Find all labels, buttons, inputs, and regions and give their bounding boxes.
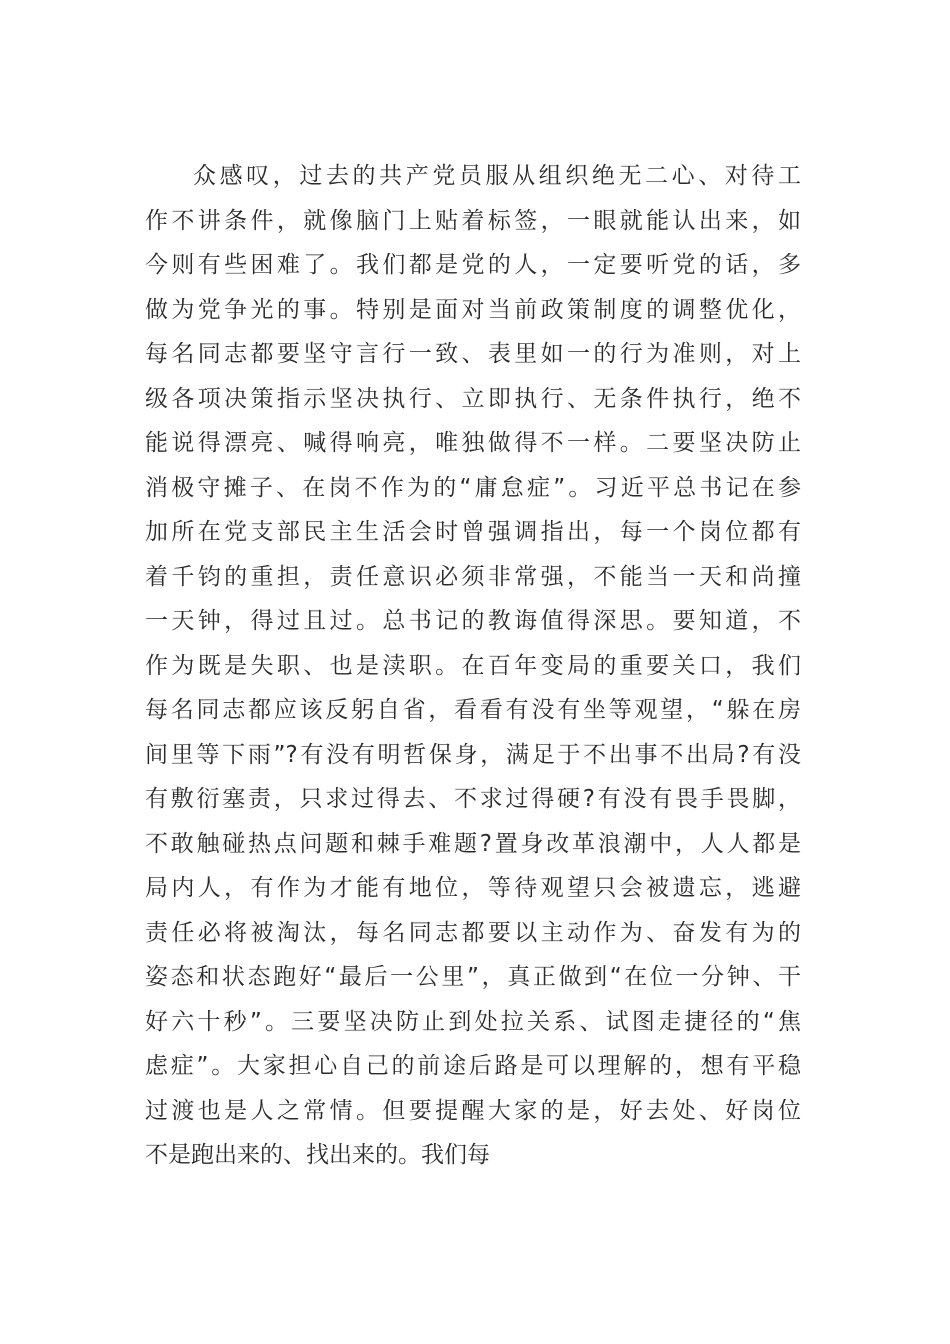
text-line: 级各项决策指示坚决执行、立即执行、无条件执行，绝不 [145, 385, 801, 412]
text-line: 每名同志都要坚守言行一致、表里如一的行为准则，对上 [145, 341, 801, 367]
text-line: 姿态和状态跑好“最后一公里”，真正做到“在位一分钟、干 [145, 964, 801, 990]
text-line: 作不讲条件，就像脑门上贴着标签，一眼就能认出来，如 [145, 207, 801, 234]
text-line: 作为既是失职、也是渎职。在百年变局的重要关口，我们 [145, 652, 801, 679]
text-line: 局内人，有作为才能有地位，等待观望只会被遗忘，逃避 [145, 875, 801, 901]
text-line: 消极守摊子、在岗不作为的“庸怠症”。习近平总书记在参 [145, 474, 801, 501]
text-line: 做为党争光的事。特别是面对当前政策制度的调整优化， [145, 296, 801, 323]
text-line: 一天钟，得过且过。总书记的教诲值得深思。要知道，不 [145, 608, 801, 634]
text-line: 能说得漂亮、喊得响亮，唯独做得不一样。二要坚决防止 [145, 430, 801, 456]
text-line: 着千钧的重担，责任意识必须非常强，不能当一天和尚撞 [145, 563, 801, 590]
text-line: 不是跑出来的、找出来的。我们每 [145, 1142, 490, 1168]
text-line: 众感叹，过去的共产党员服从组织绝无二心、对待工 [193, 163, 801, 189]
text-line: 不敢触碰热点问题和棘手难题?置身改革浪潮中，人人都是 [145, 830, 801, 857]
document-body [145, 154, 801, 1178]
text-line: 今则有些困难了。我们都是党的人，一定要听党的话，多 [145, 252, 801, 278]
text-line: 每名同志都应该反躬自省，看看有没有坐等观望，“躲在房 [145, 697, 801, 723]
text-line: 虑症”。大家担心自己的前途后路是可以理解的，想有平稳 [145, 1053, 801, 1079]
text-line: 责任必将被淘汰，每名同志都要以主动作为、奋发有为的 [145, 919, 801, 946]
text-line: 好六十秒”。三要坚决防止到处拉关系、试图走捷径的“焦 [145, 1008, 801, 1035]
text-line: 加所在党支部民主生活会时曾强调指出，每一个岗位都有 [145, 519, 801, 545]
text-line: 有敷衍塞责，只求过得去、不求过得硬?有没有畏手畏脚， [145, 786, 801, 812]
text-line: 间里等下雨”?有没有明哲保身，满足于不出事不出局?有没 [145, 741, 801, 768]
text-line: 过渡也是人之常情。但要提醒大家的是，好去处、好岗位 [145, 1097, 801, 1124]
